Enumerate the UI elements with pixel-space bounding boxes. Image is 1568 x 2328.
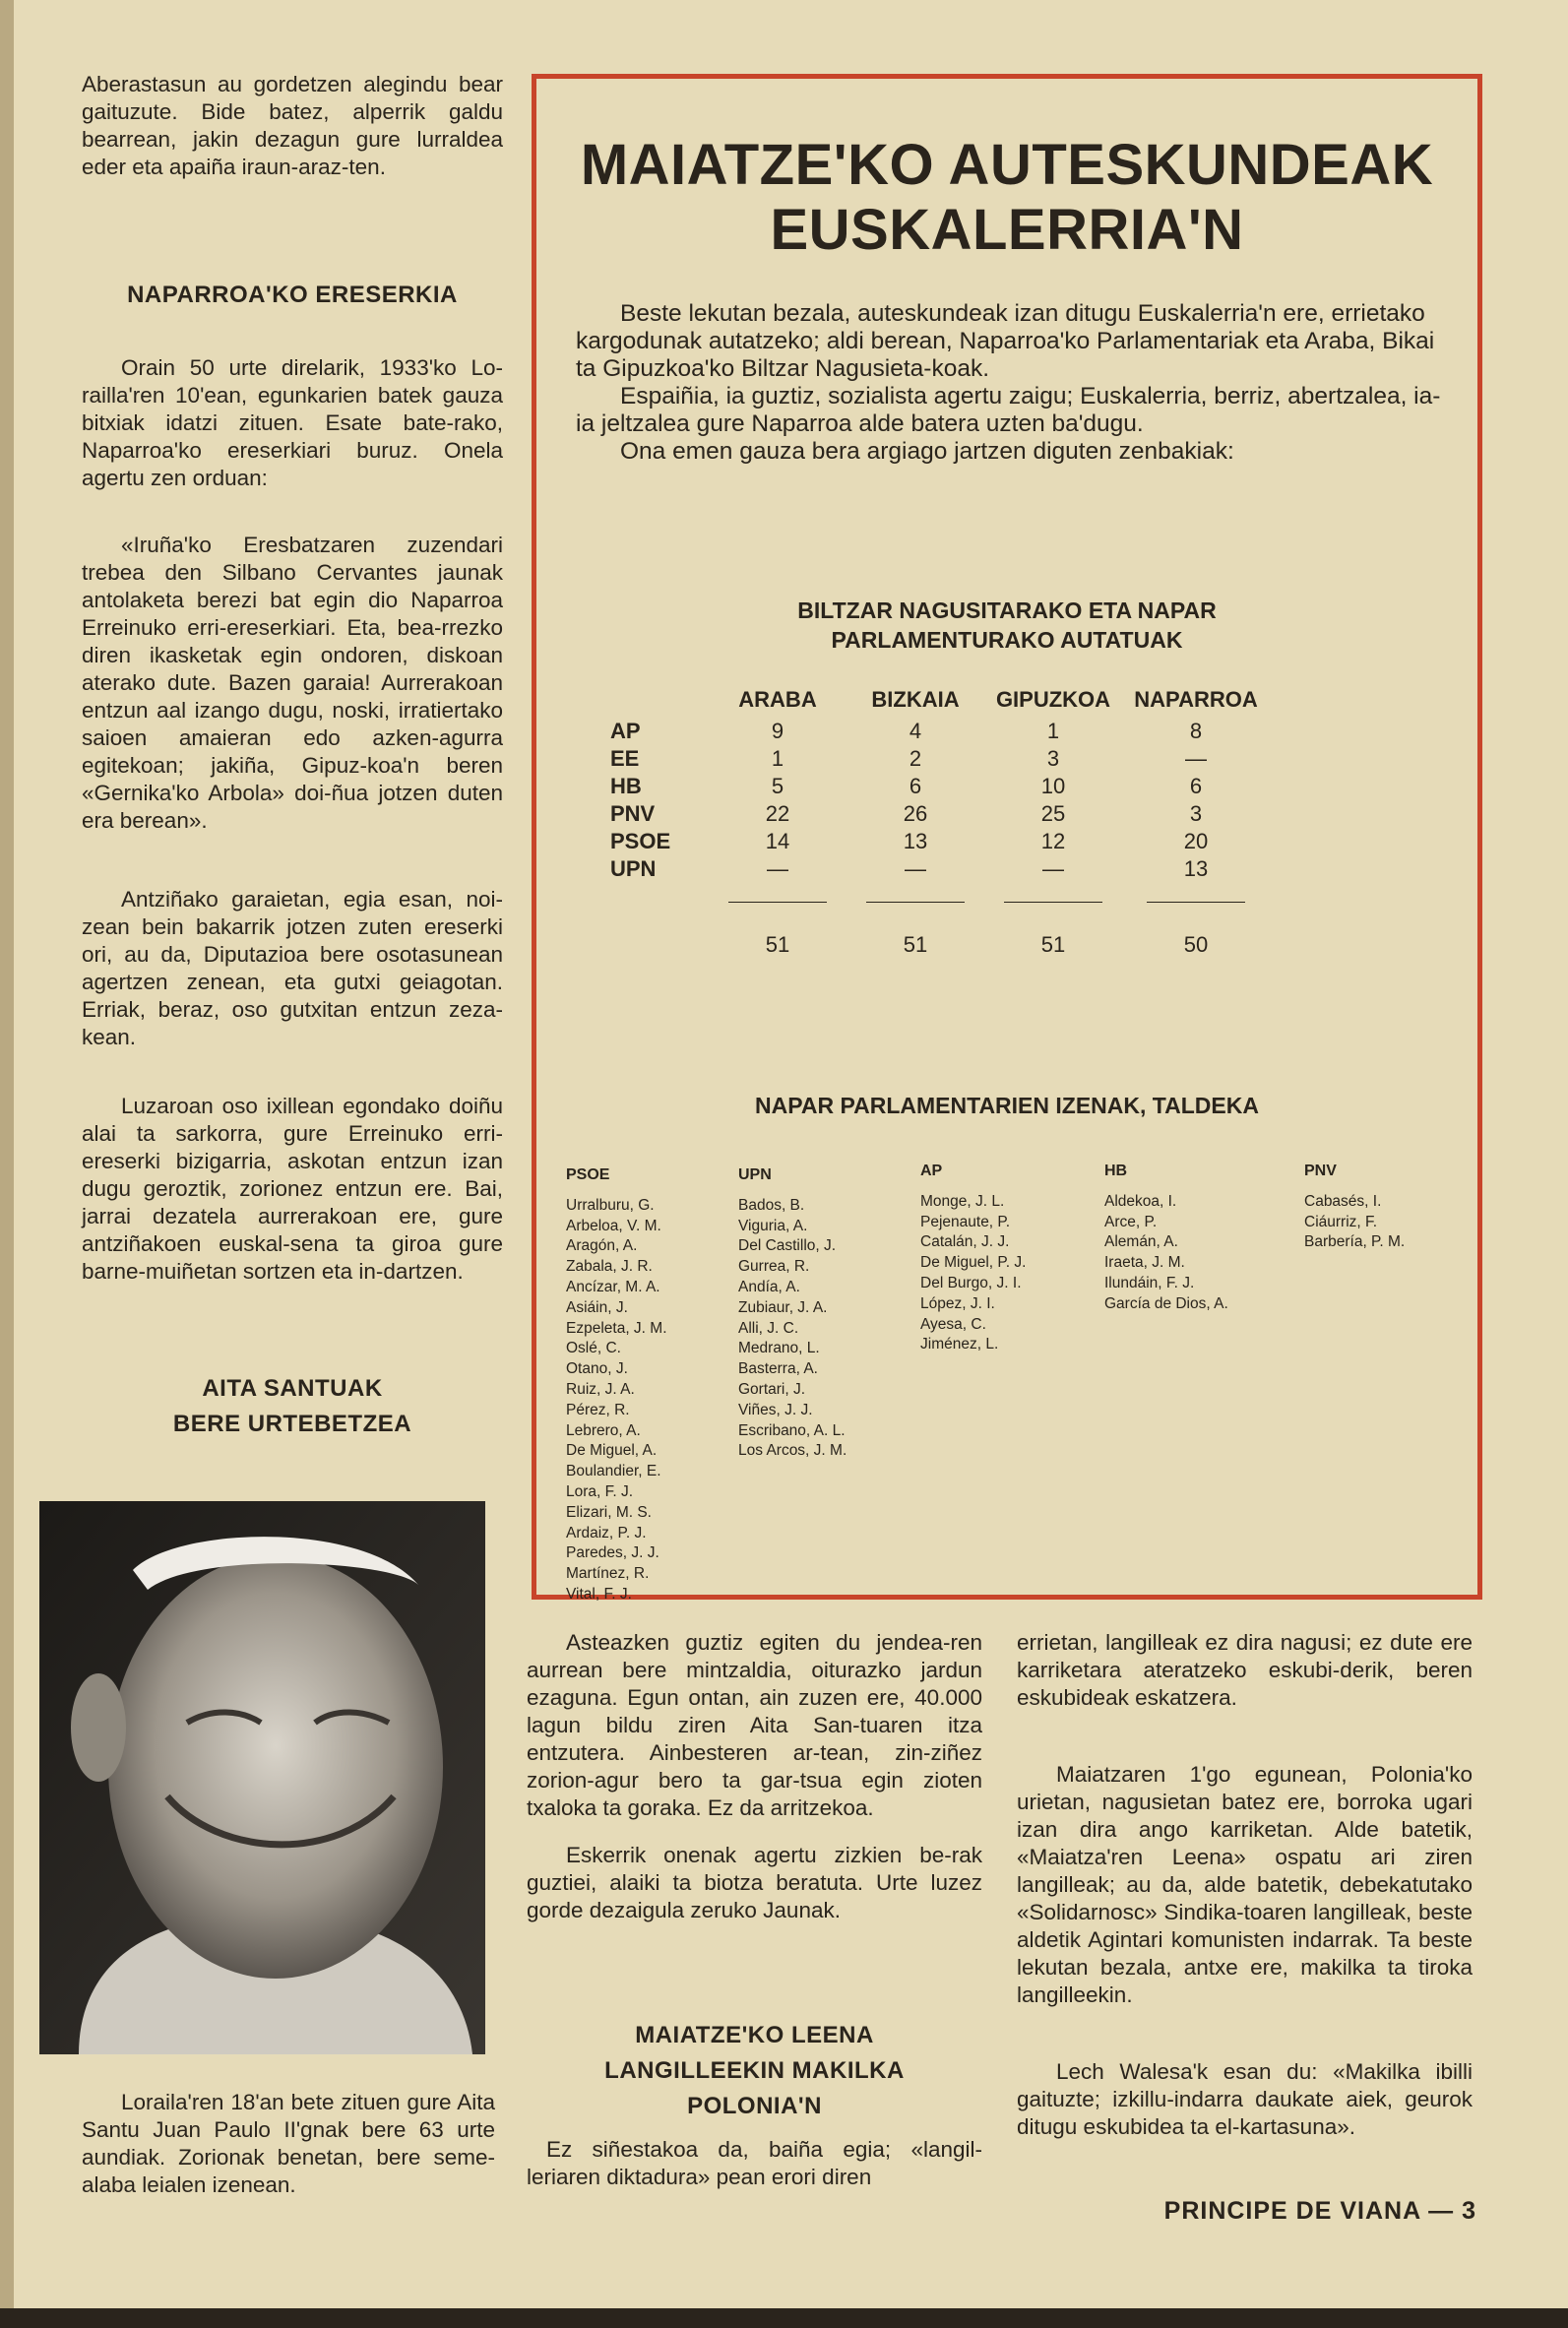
group-name: PSOE bbox=[566, 1166, 610, 1183]
group-hb bbox=[1104, 1162, 1291, 1315]
total-value: 51 bbox=[1040, 932, 1066, 957]
seat-value: 22 bbox=[765, 801, 790, 826]
member-name: Viñes, J. J. bbox=[738, 1401, 813, 1418]
mid-p2: Eskerrik onenak agertu zizkien be-rak guztiei, alaiki ta biotza beratuta. Urte luzez gorde dezaigula zeruko Jaunak. bbox=[527, 1843, 982, 1922]
seat-value: 26 bbox=[903, 801, 928, 826]
pope-heading-line1: AITA SANTUAK bbox=[202, 1375, 383, 1402]
member-name: Pejenaute, P. bbox=[920, 1213, 1011, 1230]
member-name: Urralburu, G. bbox=[566, 1196, 655, 1214]
results-row-psoe bbox=[610, 828, 1270, 855]
total-value: 51 bbox=[765, 932, 790, 957]
seat-value: 13 bbox=[1183, 856, 1209, 881]
seat-value: 9 bbox=[771, 719, 784, 743]
group-name: PNV bbox=[1304, 1163, 1337, 1179]
member-name: Alemán, A. bbox=[1104, 1233, 1178, 1251]
pope-photo bbox=[39, 1501, 485, 2054]
member-name: Bados, B. bbox=[738, 1196, 805, 1214]
mid-column bbox=[527, 1629, 982, 1924]
results-heading-line1: BILTZAR NAGUSITARAKO ETA NAPAR bbox=[797, 598, 1217, 623]
anthem-p2-text: Antziñako garaietan, egia esan, noi-zean bein bakarrik jotzen zuten ereserki ori, au da, Diputazioa bere osotasunean agertzen zenean, eta gutxi geiagotan. Erriak, beraz, oso gutxitan entzun zeza-kean. bbox=[82, 887, 503, 1049]
box-title-line2: EUSKALERRIA'N bbox=[770, 198, 1244, 262]
anthem-paragraph-3 bbox=[82, 1093, 503, 1286]
left-intro bbox=[82, 71, 503, 181]
poland-heading-line2: LANGILLEEKIN MAKILKA bbox=[604, 2057, 905, 2084]
anthem-paragraph-1 bbox=[82, 354, 503, 492]
member-name: Zabala, J. R. bbox=[566, 1258, 653, 1276]
box-title-line1: MAIATZE'KO AUTESKUNDEAK bbox=[580, 133, 1434, 197]
member-name: Andía, A. bbox=[738, 1278, 800, 1295]
seat-value: 20 bbox=[1183, 829, 1209, 853]
member-name: Monge, J. L. bbox=[920, 1192, 1005, 1210]
anthem-heading: NAPARROA'KO ERESERKIA bbox=[127, 282, 458, 308]
member-name: Paredes, J. J. bbox=[566, 1544, 659, 1562]
member-name: Escribano, A. L. bbox=[738, 1421, 846, 1439]
results-row-ee bbox=[610, 745, 1270, 773]
box-intro-p1: Beste lekutan bezala, auteskundeak izan ditugu Euskalerria'n ere, errietako kargodunak autatzeko; aldi berean, Naparroa'ko Parlamentariak eta Araba, Bikai ta Gipuzkoa'ko Biltzar Nagusieta-koak. bbox=[576, 300, 1435, 382]
member-name: Ardaiz, P. J. bbox=[566, 1524, 647, 1542]
seat-value: 8 bbox=[1189, 719, 1203, 743]
election-results-box bbox=[532, 74, 1482, 1603]
seat-value: 3 bbox=[1046, 746, 1060, 771]
seat-value: — bbox=[905, 856, 926, 881]
member-name: Zubiaur, J. A. bbox=[738, 1298, 828, 1316]
right-p3: Lech Walesa'k esan du: «Makilka ibilli gaituzte; izkillu-indarra daukate aiek, geurok ditugu eskubidea ta el-kartasuna». bbox=[1017, 2059, 1473, 2139]
results-total-row bbox=[610, 909, 1270, 958]
scan-edge-left bbox=[0, 0, 14, 2328]
member-name: López, J. I. bbox=[920, 1294, 995, 1312]
mid-p3: Ez siñestakoa da, baiña egia; «langil-leriaren diktadura» pean erori diren bbox=[527, 2137, 982, 2189]
seat-value: 4 bbox=[909, 719, 922, 743]
member-list bbox=[738, 1196, 906, 1462]
seat-value: — bbox=[1185, 746, 1207, 771]
member-name: Lebrero, A. bbox=[566, 1421, 641, 1439]
member-list bbox=[566, 1196, 723, 1605]
box-intro-p3: Ona emen gauza bera argiago jartzen diguten zenbakiak: bbox=[620, 438, 1234, 465]
member-name: Barbería, P. M. bbox=[1304, 1233, 1406, 1251]
group-name: HB bbox=[1104, 1163, 1128, 1179]
member-name: Jiménez, L. bbox=[920, 1336, 999, 1353]
member-name: Catalán, J. J. bbox=[920, 1233, 1010, 1251]
party-label: UPN bbox=[610, 856, 657, 881]
right-p1: errietan, langilleak ez dira nagusi; ez dute ere karriketara ateratzeko eskubi-derik, beren eskubideak eskatzera. bbox=[1017, 1630, 1473, 1710]
photo-caption-text: Loraila'ren 18'an bete zituen gure Aita Santu Juan Paulo II'gnak bere 63 urte aundiak. Zorionak benetan, bere seme-alaba leialen izenean. bbox=[82, 2090, 495, 2197]
member-name: Medrano, L. bbox=[738, 1340, 820, 1357]
member-name: Vital, F. J. bbox=[566, 1585, 632, 1603]
page-footer: PRINCIPE DE VIANA — 3 bbox=[1163, 2197, 1476, 2225]
intro-paragraph: Aberastasun au gordetzen alegindu bear gaituzute. Bide batez, alperrik galdu bearrean, jakin dezagun gure lurraldea eder eta apaiña iraun-araz-ten. bbox=[82, 72, 503, 179]
col-bizkaia: BIZKAIA bbox=[871, 687, 960, 712]
seat-value: 12 bbox=[1040, 829, 1066, 853]
group-name: UPN bbox=[738, 1166, 772, 1183]
scan-edge-bottom bbox=[0, 2308, 1568, 2328]
member-name: Los Arcos, J. M. bbox=[738, 1442, 847, 1460]
party-label: PNV bbox=[610, 801, 656, 826]
member-list bbox=[920, 1192, 1093, 1355]
poland-intro bbox=[527, 2136, 982, 2191]
member-name: Del Castillo, J. bbox=[738, 1237, 837, 1255]
member-name: De Miguel, A. bbox=[566, 1442, 658, 1460]
member-name: Oslé, C. bbox=[566, 1340, 621, 1357]
box-intro bbox=[576, 300, 1454, 466]
col-araba: ARABA bbox=[738, 687, 817, 712]
seat-value: 25 bbox=[1040, 801, 1066, 826]
group-name: AP bbox=[920, 1163, 943, 1179]
anthem-paragraph-2 bbox=[82, 886, 503, 1051]
seat-value: 13 bbox=[903, 829, 928, 853]
poland-heading bbox=[527, 2018, 982, 2124]
member-name: Iraeta, J. M. bbox=[1104, 1254, 1185, 1272]
member-name: Del Burgo, J. I. bbox=[920, 1274, 1022, 1291]
member-name: García de Dios, A. bbox=[1104, 1294, 1228, 1312]
seat-value: 2 bbox=[909, 746, 922, 771]
member-name: Alli, J. C. bbox=[738, 1319, 799, 1337]
member-list bbox=[1304, 1192, 1467, 1253]
poland-heading-line3: POLONIA'N bbox=[687, 2093, 822, 2119]
member-name: Basterra, A. bbox=[738, 1360, 818, 1378]
results-sum-rule bbox=[610, 883, 1270, 909]
results-header-row bbox=[610, 682, 1270, 718]
results-heading-line2: PARLAMENTURAKO AUTATUAK bbox=[831, 627, 1183, 653]
results-heading bbox=[536, 596, 1477, 655]
member-name: Pérez, R. bbox=[566, 1401, 630, 1418]
results-row-upn bbox=[610, 855, 1270, 883]
group-ap bbox=[920, 1162, 1093, 1355]
anthem-p1-text: Orain 50 urte direlarik, 1933'ko Lo-railla'ren 10'ean, egunkarien batek gauza bitxiak idatzi zituen. Esate bate-rako, Naparroa'ko ereserkiari buruz. Onela agertu zen orduan: bbox=[82, 355, 503, 490]
member-name: De Miguel, P. J. bbox=[920, 1254, 1027, 1272]
names-heading: NAPAR PARLAMENTARIEN IZENAK, TALDEKA bbox=[755, 1093, 1259, 1118]
col-gipuzkoa: GIPUZKOA bbox=[995, 687, 1111, 712]
total-value: 50 bbox=[1183, 932, 1209, 957]
pope-portrait-image bbox=[39, 1501, 485, 2054]
member-name: Martínez, R. bbox=[566, 1565, 650, 1583]
seat-value: 1 bbox=[771, 746, 784, 771]
pope-heading bbox=[82, 1371, 503, 1442]
results-row-pnv bbox=[610, 800, 1270, 828]
party-label: PSOE bbox=[610, 829, 671, 853]
results-row-hb bbox=[610, 773, 1270, 800]
party-label: HB bbox=[610, 774, 642, 798]
member-name: Viguria, A. bbox=[738, 1217, 808, 1234]
seat-value: 14 bbox=[765, 829, 790, 853]
mid-p1: Asteazken guztiz egiten du jendea-ren aurrean bere mintzaldia, oiturazko jardun ezaguna. Egun ontan, ain zuzen ere, 40.000 lagun bildu ziren Aita San-tuaren itza entzutera. Ainbesteren ar-tean, zin-ziñez zorion-agur bero ta gar-tsua egin zioten txaloka ta goraka. Ez da arritzekoa. bbox=[527, 1630, 982, 1820]
seat-value: — bbox=[767, 856, 788, 881]
poland-heading-line1: MAIATZE'KO LEENA bbox=[635, 2022, 874, 2048]
member-list bbox=[1104, 1192, 1291, 1315]
seat-value: 3 bbox=[1189, 801, 1203, 826]
party-label: AP bbox=[610, 719, 641, 743]
box-intro-p2: Espaiñia, ia guztiz, sozialista agertu zaigu; Euskalerria, berriz, abertzalea, ia-ia jeltzalea gure Naparroa alde batera uzten ba'dugu. bbox=[576, 383, 1441, 437]
member-name: Arce, P. bbox=[1104, 1213, 1158, 1230]
member-name: Ayesa, C. bbox=[920, 1315, 986, 1333]
member-name: Ezpeleta, J. M. bbox=[566, 1319, 667, 1337]
col-naparroa: NAPARROA bbox=[1134, 687, 1258, 712]
box-title bbox=[536, 133, 1477, 263]
right-p2: Maiatzaren 1'go egunean, Polonia'ko urietan, nagusietan batez ere, borroka ugari izan dira ango karriketan. Alde batetik, «Maiatza'ren Leena» ospatu ari ziren langilleak; au da, alde batetik, debekatutako «Solidarnosc» Sindika-toaren langilleak, beste aldetik Agintari komunisten indarrak. Ta beste lekutan bezala, antxe ere, makilka ta tiroka langilleekin. bbox=[1017, 1762, 1473, 2007]
member-name: Gortari, J. bbox=[738, 1380, 806, 1398]
seat-value: 5 bbox=[771, 774, 784, 798]
member-name: Otano, J. bbox=[566, 1360, 628, 1378]
member-name: Aragón, A. bbox=[566, 1237, 638, 1255]
member-name: Aldekoa, I. bbox=[1104, 1192, 1177, 1210]
group-upn bbox=[738, 1165, 906, 1462]
member-name: Boulandier, E. bbox=[566, 1463, 661, 1480]
anthem-p3-text: Luzaroan oso ixillean egondako doiñu alai ta sarkorra, gure Erreinuko erri-ereserki bizigarria, askotan entzun izan dugu geroztik, zorionez entzun ere. Bai, jarrai dezatela aurrerakoan ere, gure antziñakoen euskal-sena ta giroa gure barne-muiñetan sortzen eta in-dartzen. bbox=[82, 1094, 503, 1284]
group-psoe bbox=[566, 1165, 723, 1605]
member-name: Arbeloa, V. M. bbox=[566, 1217, 661, 1234]
anthem-quote bbox=[82, 532, 503, 835]
total-value: 51 bbox=[903, 932, 928, 957]
seat-value: 6 bbox=[1189, 774, 1203, 798]
member-name: Gurrea, R. bbox=[738, 1258, 810, 1276]
member-name: Ilundáin, F. J. bbox=[1104, 1274, 1195, 1291]
pope-heading-line2: BERE URTEBETZEA bbox=[172, 1411, 412, 1437]
seat-value: — bbox=[1042, 856, 1064, 881]
results-table bbox=[610, 682, 1270, 958]
member-name: Ancízar, M. A. bbox=[566, 1278, 660, 1295]
member-name: Ruiz, J. A. bbox=[566, 1380, 635, 1398]
seat-value: 10 bbox=[1040, 774, 1066, 798]
right-column bbox=[1017, 1629, 1473, 2141]
anthem-quote-text: «Iruña'ko Eresbatzaren zuzendari trebea den Silbano Cervantes jaunak antolaketa berezi bat egin dio Naparroa Erreinuko erri-ereserkiari. Eta, bea-rrezko diren ikasketak egin ondoren, diskoan aterako dute. Bazen garaia! Aurrerakoan entzun aal izango dugu, noski, irratiertako saioen amaieran edo azken-agurra egitekoan; jakiña, Gipuz-koa'n beren «Gernika'ko Arbola» doi-ñua jotzen duten era berean». bbox=[82, 533, 503, 833]
member-name: Elizari, M. S. bbox=[566, 1503, 652, 1521]
group-pnv bbox=[1304, 1162, 1467, 1253]
party-label: EE bbox=[610, 746, 640, 771]
member-name: Ciáurriz, F. bbox=[1304, 1213, 1378, 1230]
member-name: Asiáin, J. bbox=[566, 1298, 628, 1316]
seat-value: 6 bbox=[909, 774, 922, 798]
results-row-ap bbox=[610, 718, 1270, 745]
member-name: Cabasés, I. bbox=[1304, 1192, 1382, 1210]
seat-value: 1 bbox=[1046, 719, 1060, 743]
photo-caption bbox=[82, 2089, 495, 2199]
member-name: Lora, F. J. bbox=[566, 1482, 634, 1500]
